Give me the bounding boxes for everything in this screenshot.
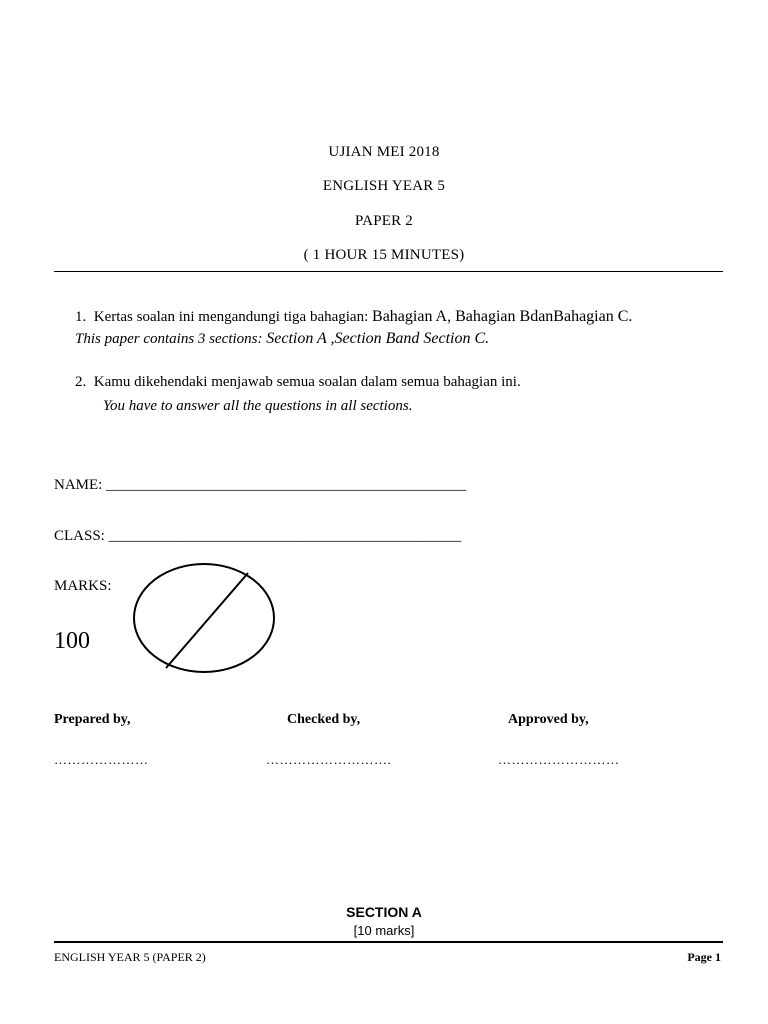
footer-divider <box>54 941 723 943</box>
instruction-1-malay <box>75 308 632 326</box>
page-number: Page 1 <box>687 950 721 964</box>
approved-by-signature-line[interactable]: ……………………… <box>498 752 620 767</box>
class-field[interactable]: CLASS: _______________________________________________ <box>54 528 462 544</box>
approved-by-label: Approved by, <box>508 712 589 727</box>
section-title: SECTION A <box>346 904 422 920</box>
exam-title: UJIAN MEI 2018 <box>328 144 440 160</box>
instruction-1-english-text: This paper contains 3 sections: <box>75 331 267 347</box>
section-marks: [10 marks] <box>353 923 415 938</box>
marks-label: MARKS: <box>54 578 112 594</box>
header-divider <box>54 271 723 272</box>
instruction-number: 1. <box>75 309 87 325</box>
checked-by-signature-line[interactable]: ………………………. <box>266 752 392 767</box>
marks-circle[interactable] <box>130 560 280 680</box>
paper-title: PAPER 2 <box>355 213 413 229</box>
instruction-number: 2. <box>75 374 87 390</box>
instruction-1-english-sections: Section A ,Section Band Section C. <box>266 330 490 347</box>
prepared-by-label: Prepared by, <box>54 712 131 727</box>
instruction-2-malay <box>75 374 521 391</box>
checked-by-label: Checked by, <box>287 712 361 727</box>
footer-left: ENGLISH YEAR 5 (PAPER 2) <box>54 950 206 964</box>
instruction-1-malay-text: Kertas soalan ini mengandungi tiga bahagian: <box>93 309 373 325</box>
duration: ( 1 HOUR 15 MINUTES) <box>303 247 465 263</box>
instruction-2-english: You have to answer all the questions in all sections. <box>103 398 413 414</box>
subject-title: ENGLISH YEAR 5 <box>322 178 446 194</box>
name-field[interactable]: NAME: ________________________________________________ <box>54 477 467 493</box>
instruction-1-malay-sections: Bahagian A, Bahagian BdanBahagian C. <box>372 308 633 325</box>
instruction-2-malay-text: Kamu dikehendaki menjawab semua soalan dalam semua bahagian ini. <box>93 374 521 390</box>
prepared-by-signature-line[interactable]: ………………… <box>54 752 149 767</box>
total-marks: 100 <box>54 628 90 654</box>
instruction-1-english <box>75 330 489 348</box>
